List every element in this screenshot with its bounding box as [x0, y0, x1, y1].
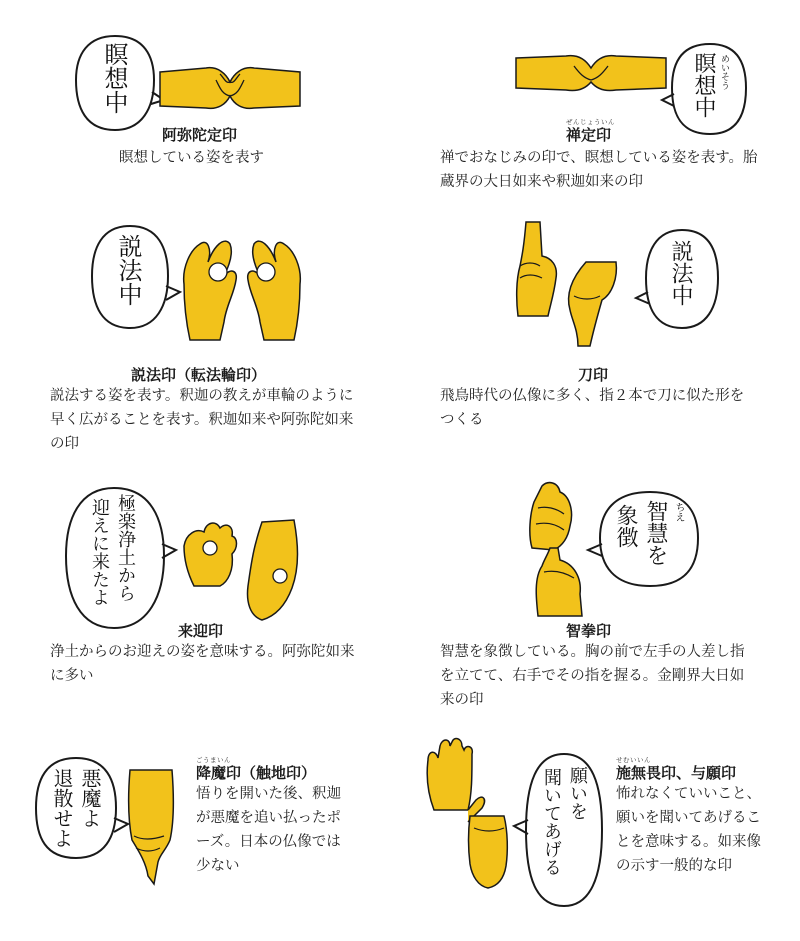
- mudra-title-1: 阿弥陀定印: [162, 126, 238, 144]
- mudra-title-2: 禅定印: [566, 126, 612, 144]
- mudra-desc-3: 説法する姿を表す。釈迦の教えが車輪のように早く広がることを表す。釈迦如来や阿弥陀如来の印: [50, 388, 354, 452]
- bubble-text-8a: 願いを: [567, 766, 588, 820]
- speech-bubble-8: [520, 750, 606, 910]
- mudra-desc-6: 智慧を象徴している。胸の前で左手の人差し指を立てて、右手でその指を握る。金剛界大日如来の印: [440, 644, 745, 708]
- speech-bubble-6: [592, 488, 704, 590]
- zen-meditation-hands-icon: [516, 50, 666, 94]
- speech-bubble-1: [72, 30, 158, 136]
- bubble-ruby-2: めいそう: [719, 54, 729, 90]
- speech-bubble-5: [60, 484, 170, 632]
- bubble-text-7b: 退散せよ: [50, 768, 74, 848]
- bubble-text-8b: 聞いてあげる: [541, 768, 562, 876]
- mudra-desc-5: 浄土からのお迎えの姿を意味する。阿弥陀如来に多い: [50, 644, 355, 684]
- bubble-text-6b: 象徴: [613, 504, 638, 548]
- mudra-title-3: 説法印（転法輪印）: [131, 366, 267, 384]
- sword-hands-icon: [512, 216, 622, 350]
- mudra-desc-8: 怖れなくていいこと、願いを聞いてあげることを意味する。如来像の示す一般的な印: [616, 786, 761, 874]
- speech-bubble-7: [30, 754, 122, 862]
- mudra-desc-4: 飛鳥時代の仏像に多く、指２本で刀に似た形をつくる: [440, 388, 745, 428]
- mudra-title-6: 智拳印: [566, 622, 612, 640]
- bubble-text-7a: 悪魔よ: [78, 768, 102, 828]
- speech-bubble-3: [88, 222, 172, 332]
- open-palms-icon: [420, 736, 512, 892]
- mudra-title-8: 施無畏印、与願印: [616, 764, 737, 782]
- bubble-ruby-6: ちえ: [673, 502, 684, 522]
- pointing-down-hand-icon: [124, 766, 180, 886]
- welcoming-hands-icon: [176, 512, 306, 624]
- mudra-title-7: 降魔印（触地印）: [196, 764, 317, 782]
- bubble-outline-icon: [520, 750, 606, 910]
- mudra-desc-2: 禅でおなじみの印で、瞑想している姿を表す。胎蔵界の大日如来や釈迦如来の印: [440, 150, 758, 190]
- bubble-text-5a: 極楽浄土から: [115, 494, 136, 602]
- preaching-hands-icon: [178, 228, 306, 344]
- bubble-outline-icon: [30, 754, 122, 862]
- bubble-text-6a: 智慧を: [643, 500, 668, 566]
- bubble-text-2: 瞑想中: [691, 52, 716, 118]
- meditation-hands-icon: [160, 62, 300, 116]
- speech-bubble-2: [666, 40, 750, 138]
- mudra-desc-1: 瞑想している姿を表す: [119, 150, 264, 166]
- speech-bubble-4: [640, 226, 722, 332]
- mudra-ruby-7: ごうまいん: [196, 756, 231, 764]
- bubble-text-5b: 迎えに来たよ: [89, 498, 110, 606]
- mudra-ruby-2: ぜんじょういん: [566, 118, 615, 126]
- wisdom-fist-icon: [524, 478, 598, 618]
- bubble-text-3: 説法中: [114, 234, 142, 306]
- bubble-text-1: 瞑想中: [100, 42, 128, 114]
- mudra-desc-7: 悟りを開いた後、釈迦が悪魔を追い払ったポーズ。日本の仏像では少ない: [196, 786, 341, 874]
- mudra-title-5: 来迎印: [178, 622, 224, 640]
- mudra-ruby-8: せむいいん: [616, 756, 651, 764]
- mudra-title-4: 刀印: [578, 366, 609, 384]
- bubble-text-4: 説法中: [668, 240, 693, 306]
